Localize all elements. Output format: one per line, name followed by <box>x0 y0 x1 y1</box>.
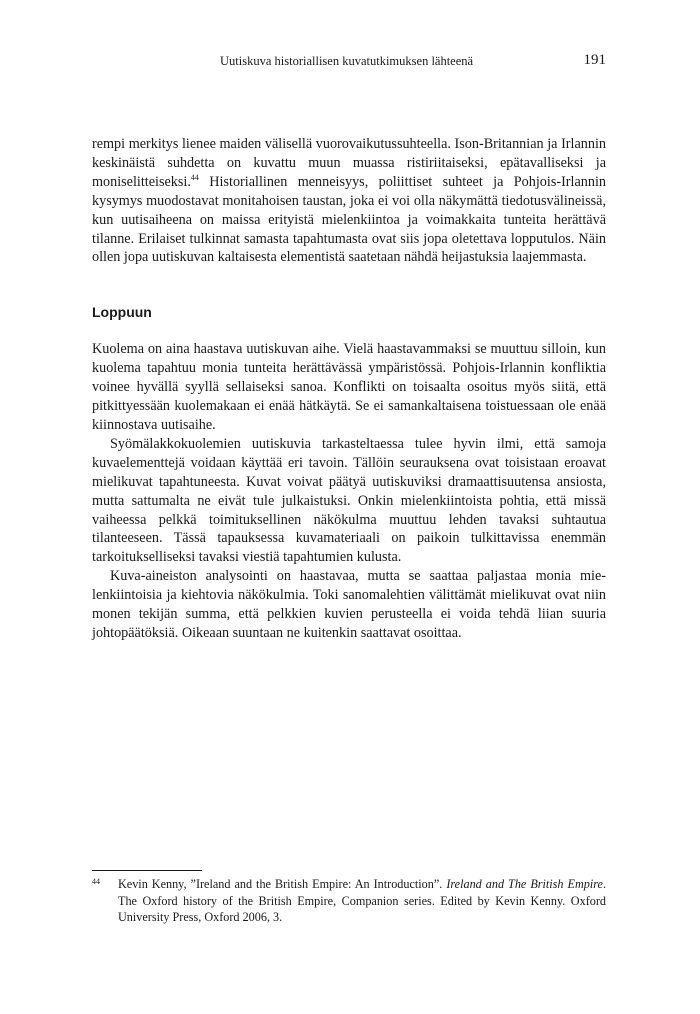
paragraph: Kuolema on aina haastava uutiskuvan aihe. Vielä haastavammaksi se muuttuu silloin, kun kuolema tapahtuu monia tunteita herättävässä ympäristössä. Pohjois-Irlannin konfliktia voinee hyvällä syyllä sellaiseksi sanoa. Konflikti on toisaalta osoitus myös siitä, että pitkittyessään kuolemakaan ei enää hätkäytä. Se ei samankaltaisena toistuessaan ole enää kiinnostava uutisaihe. <box>92 341 606 433</box>
running-header <box>92 52 606 72</box>
footnote <box>92 876 606 926</box>
running-title: Uutiskuva historiallisen kuvatutkimuksen lähteenä <box>220 54 474 68</box>
footnote-number: 44 <box>92 877 100 886</box>
footnote-divider <box>92 870 202 871</box>
main-text <box>92 135 606 643</box>
section-heading: Loppuun <box>92 304 152 321</box>
paragraph-continued <box>92 135 606 267</box>
paragraph: Syömälakkokuolemien uutiskuvia tarkasteltaessa tulee hyvin ilmi, että samoja kuvaelementtejä voidaan käyttää eri tavoin. Tällöin seurauksena ovat toisistaan eroavat mielikuvat tapahtuneesta. Kuvat voivat päätyä uutiskuviksi dramaattisuutensa ansiosta, mutta sattumalta ne eivät tule julkaistuksi. Onkin mielenkiintoista pohtia, että missä vaiheessa pelkkä toimituksellinen näkökulma muuttuu lehden tavaksi suhtautua tilanteeseen. Tässä tapauksessa kuvamateriaali on paikoin tulkittavissa enemmän tarkoitukselliseksi tavaksi viestiä tapahtumien kulusta. <box>92 435 606 566</box>
footnote-book-title: Ireland and The British Empire <box>446 877 603 891</box>
paragraph-text: Historiallinen menneisyys, poliittiset suhteet ja Pohjois-Irlannin kysymys muodostavat monitahoisen taustan, joka ei voi olla näkymättä tiedotusvälineissä, kun uutisaiheena on maissa erityistä mielenkiintoa ja voimakkaita tunteita herättävä tilanne. Erilaiset tulkinnat samasta tapahtumasta ovat siis jopa oletettava lopputulos. Näin ollen jopa uutiskuvan kaltaisesta elementistä saatetaan nähdä heijastuksia laajemmasta. <box>92 173 606 266</box>
footnote-text-part: Kevin Kenny, ”Ireland and the British Empire: An Introduction”. <box>118 877 447 891</box>
page-number: 191 <box>583 52 606 68</box>
footnote-text-part: . The Oxford history of the British Empire, Companion series. Edited by Kevin Kenny. Oxford University Press, Oxford 2006, 3. <box>118 877 606 924</box>
paragraph-text: rempi merkitys lienee maiden välisellä vuorovaikutussuhteella. Ison-Britannian ja Irlannin keskinäistä suhdetta on kuvattu muun muassa ristiriitaiseksi, epätavalliseksi ja moniselitteiseksi. <box>92 136 606 190</box>
footnote-reference: 44 <box>190 172 199 182</box>
paragraph: Kuva-aineiston analysointi on haastavaa, mutta se saattaa paljastaa monia mielenkiintoisia ja kiehtovia näkökulmia. Toki sanomalehtien välittämät mielikuvat ovat niin monen tekijän summa, että pelkkien kuvien perusteella ei voida tehdä liian suuria johtopäätöksiä. Oikeaan suuntaan ne kuitenkin saattavat osoittaa. <box>92 568 606 641</box>
footnote-text <box>118 876 606 926</box>
